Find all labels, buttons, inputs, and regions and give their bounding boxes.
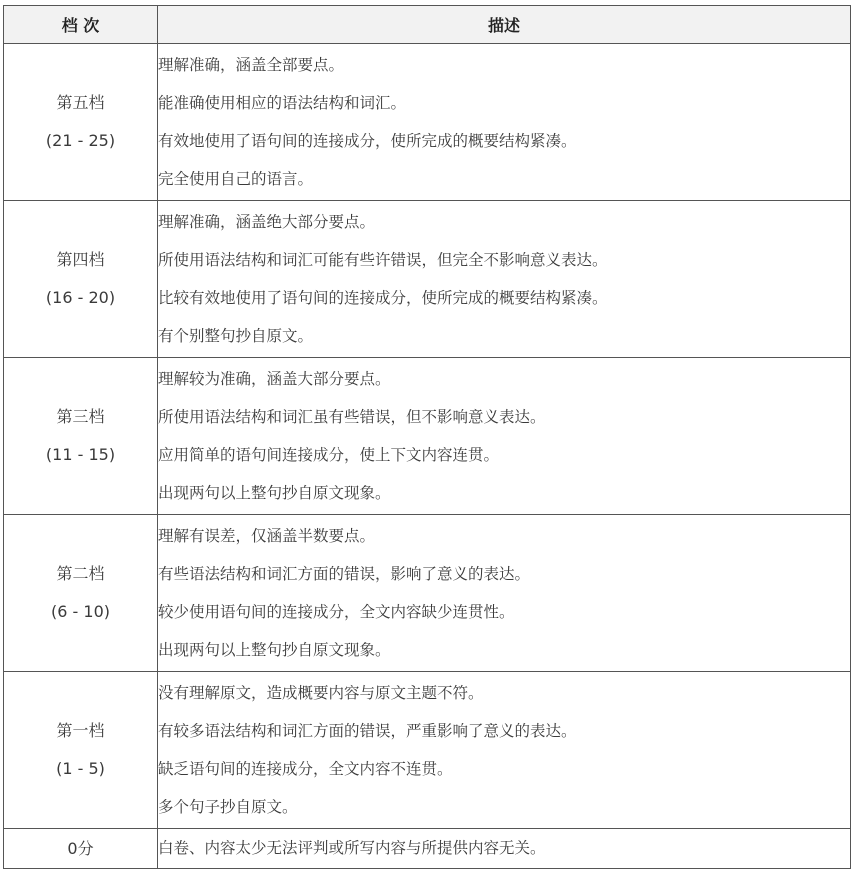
- criterion: 理解准确，涵盖绝大部分要点。: [158, 213, 376, 231]
- criterion: 有较多语法结构和词汇方面的错误，严重影响了意义的表达。: [158, 722, 577, 740]
- criterion: 出现两句以上整句抄自原文现象。: [158, 641, 391, 659]
- level-cell: [4, 515, 158, 672]
- criterion: 有个别整句抄自原文。: [158, 327, 314, 345]
- scoring-table: [3, 5, 851, 869]
- band-row-0: [4, 829, 851, 869]
- description-cell: [158, 358, 851, 515]
- level-name: 第二档: [56, 564, 105, 583]
- criterion: 白卷、内容太少无法评判或所写内容与所提供内容无关。: [158, 829, 851, 869]
- criterion: 比较有效地使用了语句间的连接成分，使所完成的概要结构紧凑。: [158, 289, 608, 307]
- criterion: 有些语法结构和词汇方面的错误，影响了意义的表达。: [158, 565, 531, 583]
- header-row: [4, 6, 851, 44]
- level-name: 第四档: [56, 250, 105, 269]
- level-name: 0分: [4, 829, 158, 869]
- criterion: 多个句子抄自原文。: [158, 798, 298, 816]
- criterion: 理解有误差，仅涵盖半数要点。: [158, 527, 376, 545]
- criterion: 完全使用自己的语言。: [158, 170, 314, 188]
- criterion: 应用简单的语句间连接成分，使上下文内容连贯。: [158, 446, 500, 464]
- band-row-2: [4, 515, 851, 672]
- description-cell: [158, 44, 851, 201]
- criterion: 所使用语法结构和词汇可能有些许错误，但完全不影响意义表达。: [158, 251, 608, 269]
- level-name: 第一档: [56, 721, 105, 740]
- level-name: 第五档: [56, 93, 105, 112]
- band-row-5: [4, 44, 851, 201]
- band-row-4: [4, 201, 851, 358]
- level-cell: [4, 44, 158, 201]
- level-range: (21 - 25): [45, 131, 116, 150]
- criterion: 能准确使用相应的语法结构和词汇。: [158, 94, 407, 112]
- level-cell: [4, 358, 158, 515]
- criterion: 所使用语法结构和词汇虽有些错误，但不影响意义表达。: [158, 408, 546, 426]
- level-cell: [4, 672, 158, 829]
- level-name: 第三档: [56, 407, 105, 426]
- level-range: (6 - 10): [51, 602, 110, 621]
- header-level: 档 次: [4, 6, 158, 44]
- band-row-3: [4, 358, 851, 515]
- level-range: (1 - 5): [56, 759, 105, 778]
- level-range: (16 - 20): [45, 288, 116, 307]
- criterion: 缺乏语句间的连接成分，全文内容不连贯。: [158, 760, 453, 778]
- header-description: 描述: [158, 6, 851, 44]
- description-cell: [158, 201, 851, 358]
- criterion: 有效地使用了语句间的连接成分，使所完成的概要结构紧凑。: [158, 132, 577, 150]
- description-cell: [158, 672, 851, 829]
- band-row-1: [4, 672, 851, 829]
- description-cell: [158, 515, 851, 672]
- criterion: 没有理解原文，造成概要内容与原文主题不符。: [158, 684, 484, 702]
- level-range: (11 - 15): [45, 445, 116, 464]
- criterion: 理解准确，涵盖全部要点。: [158, 56, 345, 74]
- level-cell: [4, 201, 158, 358]
- criterion: 理解较为准确，涵盖大部分要点。: [158, 370, 391, 388]
- criterion: 出现两句以上整句抄自原文现象。: [158, 484, 391, 502]
- criterion: 较少使用语句间的连接成分，全文内容缺少连贯性。: [158, 603, 515, 621]
